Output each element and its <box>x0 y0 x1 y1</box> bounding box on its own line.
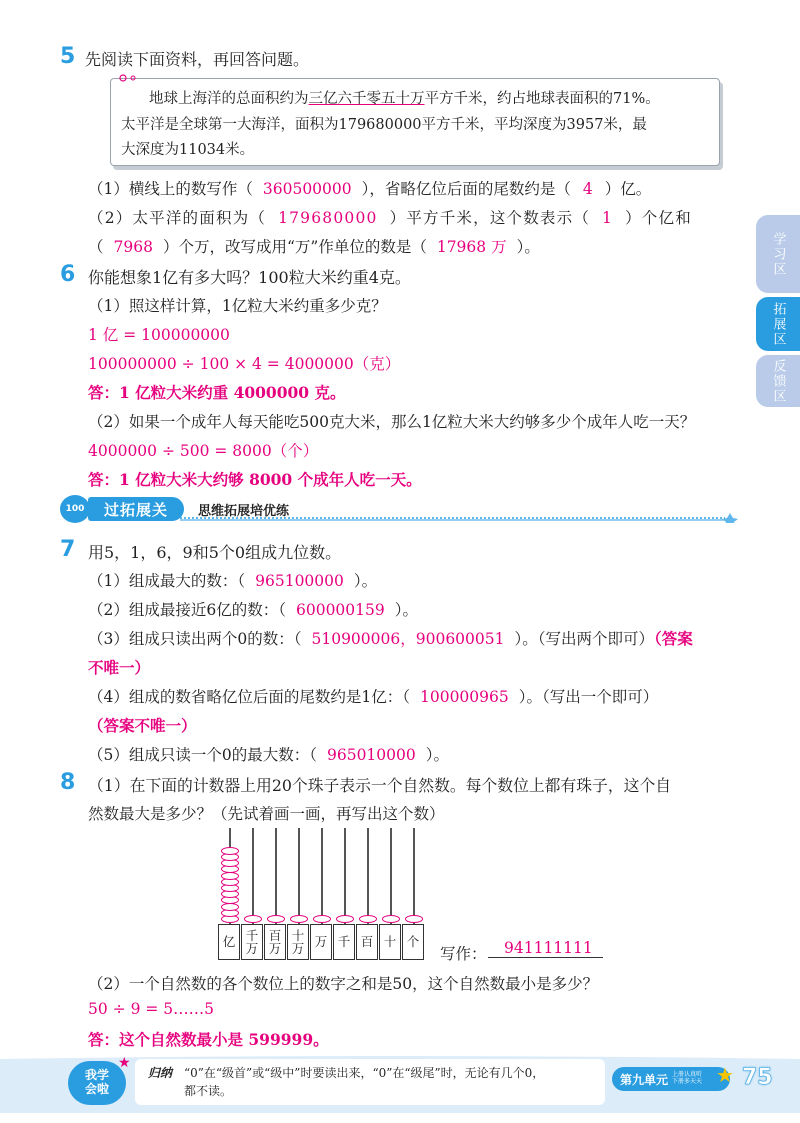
question-number-8: 8 <box>60 770 76 795</box>
abacus-bead <box>336 915 354 923</box>
answer-q5-2c: 7968 <box>113 238 153 256</box>
q8-part-1-line-1: （1）在下面的计数器上用20个珠子表示一个自然数。每个数位上都有珠子，这个自 <box>88 776 672 795</box>
abacus-rod <box>344 828 346 924</box>
place-char: 万 <box>314 934 328 950</box>
place-char: 千 <box>245 927 259 943</box>
note-not-unique: （答案 <box>654 629 693 648</box>
text: （ <box>88 238 104 256</box>
flower-decoration-icon <box>117 71 147 85</box>
question-number-7: 7 <box>60 537 76 562</box>
reading-line-1-pre: 地球上海洋的总面积约为 <box>149 91 309 107</box>
text: （4）组成的数省略亿位后面的尾数约是1亿：（ <box>88 688 410 706</box>
place-char: 千 <box>337 934 351 950</box>
place-char: 万 <box>291 941 305 956</box>
abacus-bead <box>405 915 423 923</box>
tab-feedback-zone[interactable] <box>756 355 800 407</box>
abacus-rod <box>413 828 415 924</box>
abacus-bead <box>290 915 308 923</box>
place-char: 十 <box>383 934 397 950</box>
abacus-place-label <box>218 924 240 960</box>
q6-part-1: （1）照这样计算，1亿粒大米约重多少克？ <box>88 297 387 315</box>
q8-part-2: （2）一个自然数的各个数位上的数字之和是50，这个自然数最小是多少？ <box>88 975 599 993</box>
q7-part-3-note: 不唯一） <box>88 658 151 677</box>
q7-part-1 <box>88 569 377 591</box>
abacus-place-label <box>264 924 286 960</box>
q6-answer-2: 答：1 亿粒大米大约够 8000 个成年人吃一天。 <box>88 470 422 489</box>
q5-part-2-cont <box>88 235 540 257</box>
answer-q7-5: 965010000 <box>326 746 416 764</box>
section-header <box>60 495 740 523</box>
footer-note-line-2: 都不读。 <box>184 1084 233 1098</box>
tab-study-zone[interactable] <box>756 215 800 293</box>
q7-part-2 <box>88 598 418 620</box>
q7-part-3 <box>88 627 693 649</box>
abacus-place-label <box>379 924 401 960</box>
q7-part-5 <box>88 743 449 765</box>
tab-label: 学习区 <box>770 231 786 277</box>
abacus-bead <box>244 915 262 923</box>
footer-note-label: 归纳 <box>148 1066 173 1080</box>
answer-q7-3: 510900006，900600051 <box>311 630 505 648</box>
question-number-6: 6 <box>60 262 76 287</box>
text: ）。 <box>394 601 419 619</box>
abacus-bead <box>382 915 400 923</box>
place-char: 个 <box>406 934 420 950</box>
q8-answer: 答：这个自然数最小是 599999。 <box>88 1030 329 1049</box>
abacus-place-label <box>356 924 378 960</box>
star-icon: ★ <box>118 1055 131 1071</box>
abacus-bead <box>267 915 285 923</box>
q6-step-3: 4000000 ÷ 500 = 8000（个） <box>88 442 319 460</box>
text: （1）横线上的数写作（ <box>88 180 253 198</box>
q8-part-1-line-2: 然数最大是多少？（先试着画一画，再写出这个数） <box>88 805 445 823</box>
answer-q5-2b: 1 <box>602 209 614 227</box>
reading-line-1-post: 平方千米，约占地球表面积的71%。 <box>424 91 660 107</box>
abacus-place-label <box>310 924 332 960</box>
abacus-place-label <box>402 924 424 960</box>
question-5-title: 先阅读下面资料，再回答问题。 <box>85 50 310 69</box>
abacus-place-label <box>241 924 263 960</box>
text: （2）组成最接近6亿的数：（ <box>88 601 286 619</box>
reading-material-box <box>110 78 720 166</box>
q6-step-2: 100000000 ÷ 100 × 4 = 4000000（克） <box>88 355 401 373</box>
write-answer: 941111111 <box>488 939 603 958</box>
text: ）。 <box>425 746 450 764</box>
tab-extend-zone[interactable] <box>756 297 800 351</box>
answer-q7-2: 600000159 <box>295 601 385 619</box>
unit-small-2: 下册多天天 <box>672 1078 703 1085</box>
abacus-bead <box>221 847 239 855</box>
reading-line-3: 大深度为11034米。 <box>121 142 255 158</box>
badge-text: 100 <box>65 504 85 514</box>
question-number-5: 5 <box>60 44 76 69</box>
text: （5）组成只读一个0的最大数：（ <box>88 746 317 764</box>
q8-step-1: 50 ÷ 9 = 5……5 <box>88 1000 214 1018</box>
text: ）个万，改写成用“万”作单位的数是（ <box>162 238 427 256</box>
place-char: 万 <box>268 941 282 956</box>
abacus-place-label <box>287 924 309 960</box>
text: ），省略亿位后面的尾数约是（ <box>361 180 571 198</box>
place-char: 万 <box>245 941 259 956</box>
page-number: 75 <box>742 1065 773 1090</box>
text: （3）组成只读出两个0的数：（ <box>88 630 302 648</box>
text: ）平方千米，这个数表示（ <box>389 209 591 227</box>
answer-q7-1: 965100000 <box>255 572 344 590</box>
text: （1）组成最大的数：（ <box>88 572 246 590</box>
answer-q5-2a: 179680000 <box>278 209 378 227</box>
score-100-badge-icon <box>60 495 90 523</box>
badge-line-1: 我学 <box>84 1068 109 1083</box>
badge-line-2: 会啦 <box>84 1082 109 1096</box>
unit-label: 第九单元 <box>620 1072 669 1087</box>
question-7-title: 用5，1，6，9和5个0组成九位数。 <box>88 543 342 562</box>
abacus-rod <box>252 828 254 924</box>
footer-note-line-1: “0”在“级首”或“级中”时要读出来，“0”在“级尾”时，无论有几个0， <box>184 1066 545 1080</box>
answer-q5-2d: 17968 万 <box>436 238 507 256</box>
text: ）。（写出两个即可） <box>514 630 655 648</box>
reading-line-2: 太平洋是全球第一大海洋，面积为179680000平方千米，平均深度为3957米，最 <box>121 117 647 133</box>
place-char: 亿 <box>222 934 236 950</box>
q7-part-4-note: （答案不唯一） <box>88 716 197 735</box>
abacus-bead <box>313 915 331 923</box>
abacus-place-label <box>333 924 355 960</box>
abacus-bead <box>359 915 377 923</box>
tab-label: 拓展区 <box>770 301 786 347</box>
text: （2）太平洋的面积为（ <box>88 209 267 227</box>
tab-label: 反馈区 <box>770 358 786 404</box>
place-char: 十 <box>291 927 305 943</box>
text: ）个亿和 <box>625 209 692 227</box>
reading-line-1 <box>149 87 660 108</box>
abacus-rod <box>321 828 323 924</box>
answer-q7-4: 100000965 <box>419 688 509 706</box>
unit-small-text <box>672 1072 702 1085</box>
abacus-rod <box>275 828 277 924</box>
text: ）。（写出一个即可） <box>518 688 659 706</box>
section-title: 过拓展关 <box>88 497 184 521</box>
text: ）。 <box>353 572 378 590</box>
place-char: 百 <box>268 927 282 943</box>
place-char: 百 <box>360 934 374 950</box>
q7-part-4 <box>88 685 658 707</box>
text: ）。 <box>516 238 540 256</box>
mascot-star-icon: ★ <box>716 1063 734 1087</box>
text: ）亿。 <box>604 180 652 198</box>
unit-small-1: 上册认真听 <box>672 1071 703 1079</box>
q5-part-1 <box>88 177 651 199</box>
question-6-title: 你能想象1亿有多大吗？100粒大米约重4克。 <box>88 268 411 287</box>
abacus-rod <box>298 828 300 924</box>
q6-part-2: （2）如果一个成年人每天能吃500克大米，那么1亿粒大米大约够多少个成年人吃一天？ <box>88 413 696 431</box>
abacus-rod <box>367 828 369 924</box>
q6-answer-1: 答：1 亿粒大米约重 4000000 克。 <box>88 383 346 402</box>
q6-step-1: 1 亿 = 100000000 <box>88 326 230 344</box>
section-subtitle: 思维拓展培优练 <box>198 504 290 519</box>
write-label: 写作： <box>440 945 487 963</box>
answer-q5-1b: 4 <box>582 180 593 198</box>
q5-part-2 <box>88 206 692 228</box>
abacus-rod <box>390 828 392 924</box>
page-footer <box>0 1053 800 1113</box>
underlined-number-words: 三亿六千零五十万 <box>308 91 425 107</box>
answer-q5-1a: 360500000 <box>262 180 352 198</box>
unit-badge <box>612 1067 730 1091</box>
